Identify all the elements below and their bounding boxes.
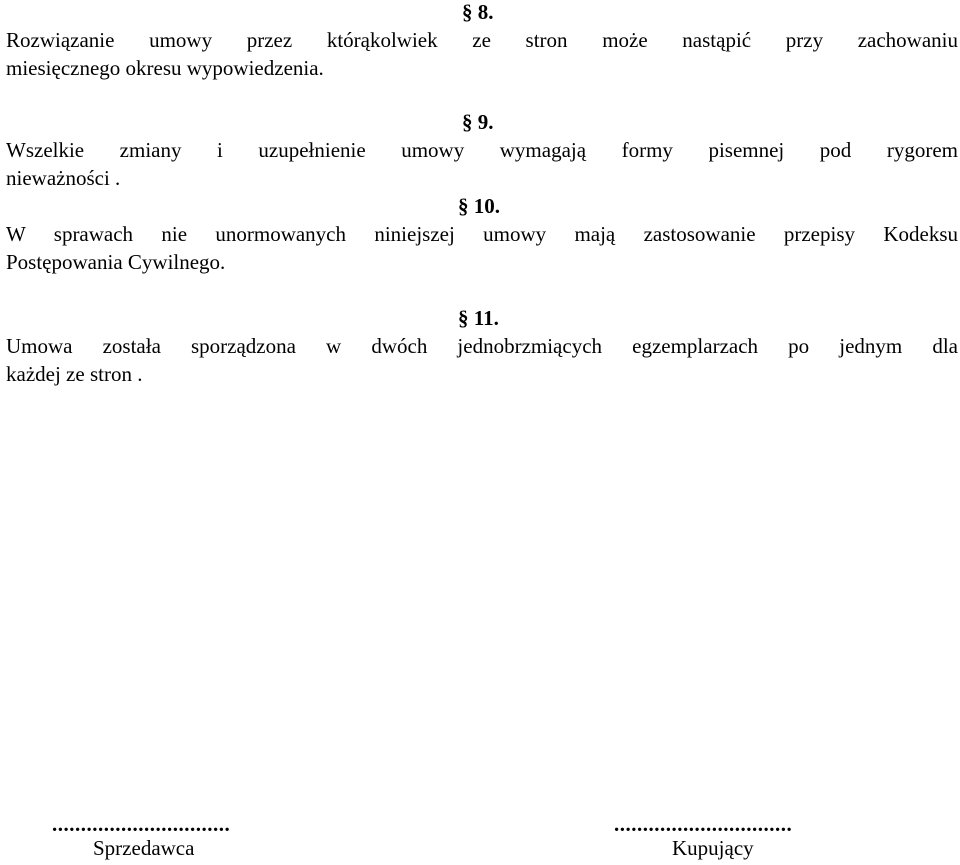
section-10-line-1: W sprawach nie unormowanych niniejszej umowy mają zastosowanie przepisy Kodeksu xyxy=(6,222,958,246)
section-11-line-2: każdej ze stron . xyxy=(6,362,143,386)
section-10-heading: § 10. xyxy=(458,194,500,218)
section-9-heading: § 9. xyxy=(462,110,494,134)
section-11-heading: § 11. xyxy=(458,306,499,330)
buyer-signature-line: ............................... xyxy=(614,812,793,836)
section-9-line-1: Wszelkie zmiany i uzupełnienie umowy wymagają formy pisemnej pod rygorem xyxy=(6,138,958,162)
section-8-line-1: Rozwiązanie umowy przez którąkolwiek ze stron może nastąpić przy zachowaniu xyxy=(6,28,958,52)
section-8-heading: § 8. xyxy=(462,0,494,24)
section-8-line-2: miesięcznego okresu wypowiedzenia. xyxy=(6,56,324,80)
section-9-line-2: nieważności . xyxy=(6,166,121,190)
buyer-label: Kupujący xyxy=(672,836,754,860)
section-10-line-2: Postępowania Cywilnego. xyxy=(6,250,226,274)
section-11-line-1: Umowa została sporządzona w dwóch jednobrzmiących egzemplarzach po jednym dla xyxy=(6,334,958,358)
seller-label: Sprzedawca xyxy=(93,836,195,860)
seller-signature-line: ............................... xyxy=(52,812,231,836)
